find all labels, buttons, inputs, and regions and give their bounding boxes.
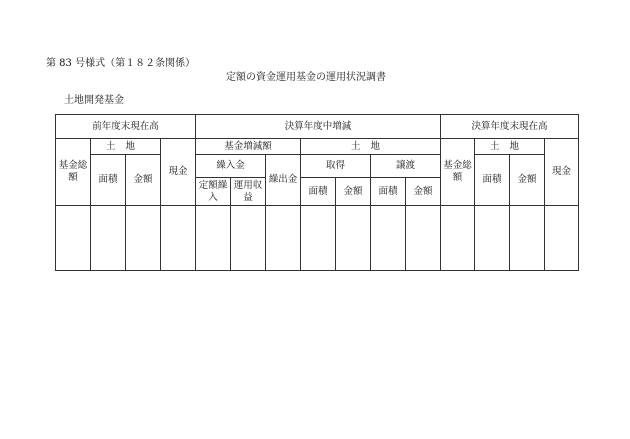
data-cell (91, 206, 126, 271)
data-cell (56, 206, 91, 271)
curr-area: 面積 (475, 155, 510, 206)
data-cell (126, 206, 161, 271)
acquisition-amount: 金額 (336, 178, 371, 206)
acquisition: 取得 (301, 155, 371, 178)
data-cell (266, 206, 301, 271)
curr-fund-total: 基金総額 (441, 139, 475, 206)
data-row (56, 206, 579, 271)
header-year-change: 決算年度中増減 (196, 115, 441, 139)
data-cell (336, 206, 371, 271)
data-cell (231, 206, 266, 271)
disposal-amount: 金額 (406, 178, 441, 206)
data-cell (510, 206, 545, 271)
prev-amount: 金額 (126, 155, 161, 206)
acquisition-area: 面積 (301, 178, 336, 206)
data-cell (545, 206, 579, 271)
header-row-1 (56, 115, 579, 139)
data-cell (475, 206, 510, 271)
header-prev-year-end: 前年度末現在高 (56, 115, 196, 139)
investment-income: 運用収益 (231, 178, 266, 206)
disposal: 譲渡 (371, 155, 441, 178)
status-table (55, 114, 579, 271)
header-row-2 (56, 139, 579, 155)
fund-name: 土地開発基金 (64, 95, 124, 106)
curr-cash: 現金 (545, 139, 579, 206)
curr-land: 土地 (475, 139, 545, 155)
change-land: 土地 (301, 139, 441, 155)
transfer-in: 繰入金 (196, 155, 266, 178)
data-cell (301, 206, 336, 271)
prev-fund-total: 基金総額 (56, 139, 91, 206)
document-title: 定額の資金運用基金の運用状況調書 (226, 72, 386, 83)
data-cell (371, 206, 406, 271)
fixed-transfer: 定額繰入 (196, 178, 231, 206)
curr-amount: 金額 (510, 155, 545, 206)
form-number: 第 83 号様式（第１８２条関係） (46, 58, 196, 69)
transfer-out: 繰出金 (266, 155, 301, 206)
data-cell (406, 206, 441, 271)
header-row-3 (56, 155, 579, 178)
prev-cash: 現金 (161, 139, 196, 206)
data-cell (441, 206, 475, 271)
disposal-area: 面積 (371, 178, 406, 206)
fund-change-amount: 基金増減額 (196, 139, 301, 155)
prev-area: 面積 (91, 155, 126, 206)
data-cell (196, 206, 231, 271)
prev-land: 土地 (91, 139, 161, 155)
header-curr-year-end: 決算年度末現在高 (441, 115, 579, 139)
data-cell (161, 206, 196, 271)
